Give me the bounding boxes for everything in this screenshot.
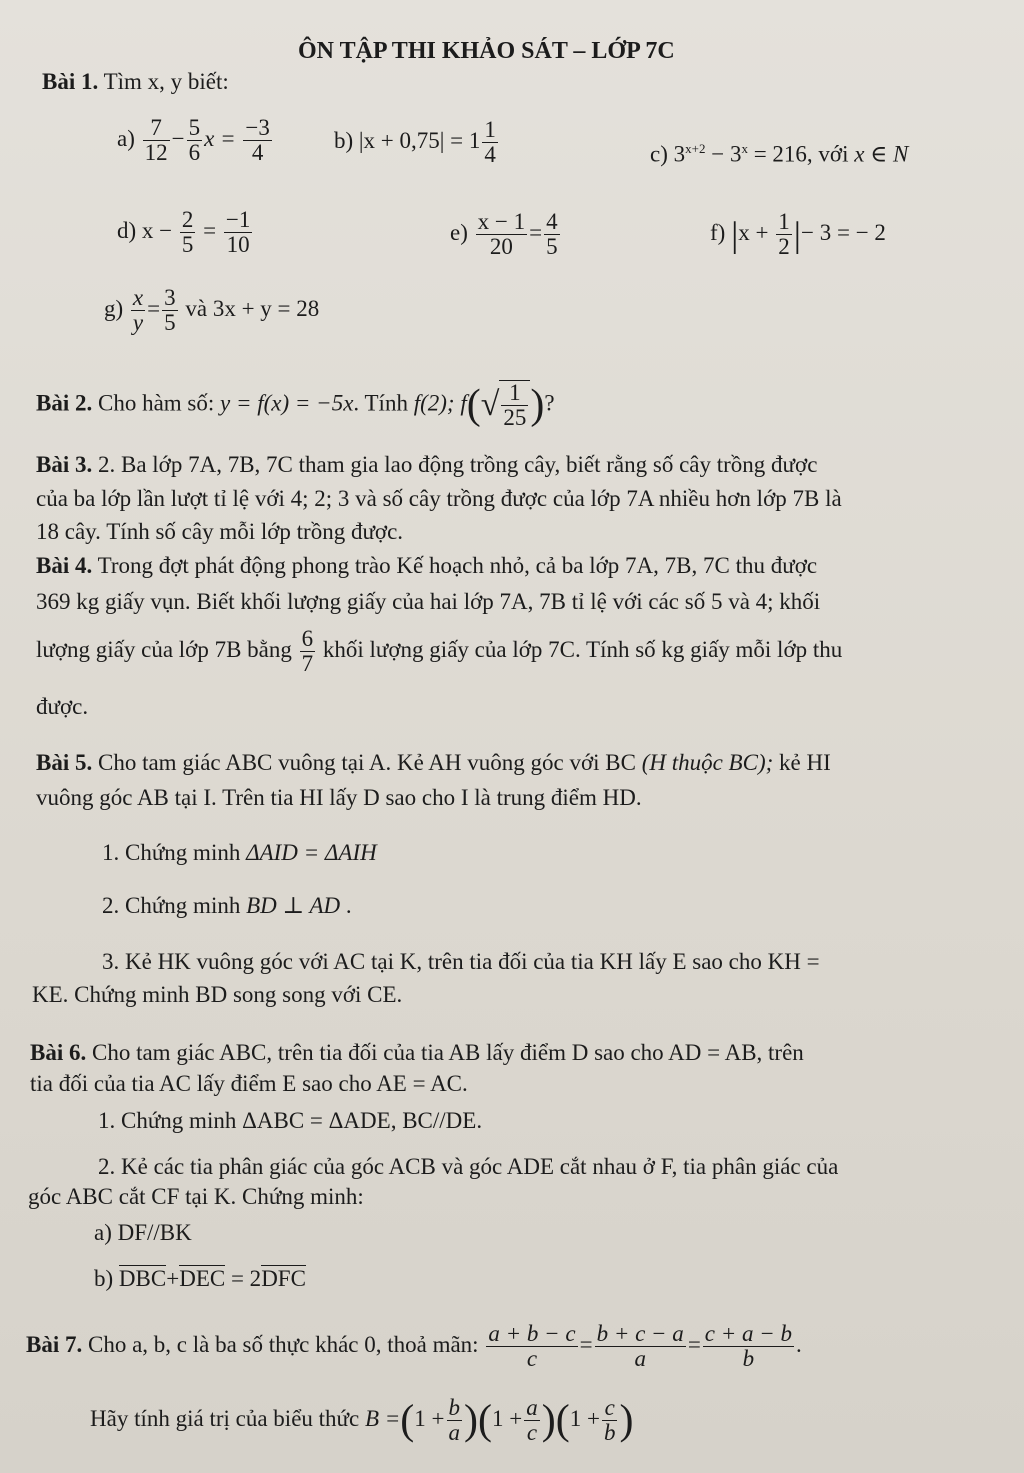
fraction: $\frac{2}{5}$ bbox=[181, 207, 194, 257]
exercise-6-part-2-line-2: góc ABC cắt CF tại K. Chứng minh: bbox=[28, 1184, 364, 1209]
exercise-1d: d) x − $\frac{2}{5}$ = $\frac{-1}{10}$ bbox=[117, 207, 251, 257]
exercise-6-part-1: 1. Chứng minh ΔABC = ΔADE, BC//DE. bbox=[98, 1108, 483, 1133]
exercise-label: Bài 7. bbox=[26, 1331, 83, 1357]
fraction: $\frac{6}{7}$ bbox=[301, 626, 314, 676]
fraction: $\frac{x - 1}{20}$ bbox=[477, 209, 526, 259]
exercise-4-line-2: 369 kg giấy vụn. Biết khối lượng giấy của hai lớp 7A, 7B tỉ lệ với các số 5 và 4; khối bbox=[36, 589, 821, 614]
fraction: $\frac{1}{2}$ bbox=[778, 209, 790, 259]
exercise-2: Bài 2. Cho hàm số: y = f(x) = −5x. Tính f(2); f(√ $\frac{1}{25}$ )? bbox=[36, 380, 555, 430]
exercise-1b: b) |x + 0,75| = 1 $\frac{1}{4}$ bbox=[334, 117, 496, 167]
fraction: $\frac{-3}{4}$ bbox=[245, 115, 270, 165]
exercise-1-heading bbox=[42, 67, 229, 97]
exercise-4-line-1: Bài 4. Trong đợt phát động phong trào Kế hoạch nhỏ, cả ba lớp 7A, 7B, 7C thu được bbox=[36, 553, 818, 578]
exercise-label: Bài 1. bbox=[42, 69, 99, 94]
fraction: $\frac{-1}{10}$ bbox=[225, 207, 251, 257]
exercise-label: Bài 4. bbox=[36, 553, 93, 578]
exercise-5-part-1: 1. Chứng minh ΔAID = ΔAIH bbox=[102, 840, 377, 865]
fraction: $\frac{b + c - a}{a}$ bbox=[596, 1321, 684, 1371]
exercise-3-line-3: 18 cây. Tính số cây mỗi lớp trồng được. bbox=[36, 519, 404, 544]
fraction: $\frac{5}{6}$ bbox=[188, 115, 201, 165]
exercise-5-part-3-line-1: 3. Kẻ HK vuông góc với AC tại K, trên tia đối của tia KH lấy E sao cho KH = bbox=[102, 949, 820, 974]
exercise-3-line-2: của ba lớp lần lượt tỉ lệ với 4; 2; 3 và số cây trồng được của lớp 7A nhiều hơn lớp 7B là bbox=[36, 486, 842, 511]
page-title: ÔN TẬP THI KHẢO SÁT – LỚP 7C bbox=[298, 38, 675, 64]
exercise-6-part-a: a) DF//BK bbox=[94, 1220, 192, 1245]
item-label: a) bbox=[117, 125, 135, 151]
exercise-6-part-b: b) DBC+DEC = 2DFC bbox=[94, 1266, 306, 1291]
exercise-7-line-1: Bài 7. Cho a, b, c là ba số thực khác 0, thoả mãn: $\frac{a + b - c}{c}$ = $\frac{b + c - a}{a}$ = $\frac{c + a - b}{b}$ . bbox=[26, 1321, 802, 1371]
exercise-1f: f) |x + $\frac{1}{2}$ |− 3 = − 2 bbox=[710, 209, 886, 259]
item-label: f) bbox=[710, 219, 726, 245]
angle-overline: DEC bbox=[179, 1266, 226, 1291]
exercise-6-line-1: Bài 6. Cho tam giác ABC, trên tia đối của tia AB lấy điểm D sao cho AD = AB, trên bbox=[30, 1040, 804, 1065]
angle-overline: DBC bbox=[118, 1266, 167, 1291]
exercise-5-line-1: Bài 5. Cho tam giác ABC vuông tại A. Kẻ AH vuông góc với BC (H thuộc BC); kẻ HI bbox=[36, 750, 831, 775]
exercise-7-line-2: Hãy tính giá trị của biểu thức B =(1 + $\frac{b}{a}$ )(1 + $\frac{a}{c}$ )(1 + $\frac{c}{b}$ ) bbox=[90, 1395, 634, 1445]
exercise-label: Bài 5. bbox=[36, 750, 93, 775]
exercise-5-part-2: 2. Chứng minh BD ⊥ AD . bbox=[102, 893, 352, 918]
fraction: $\frac{a}{c}$ bbox=[526, 1395, 538, 1445]
item-label: d) bbox=[117, 217, 137, 243]
item-label: b) bbox=[334, 127, 354, 153]
exercise-1c: c) $3^{x+2} - 3^x = 216$, với x ∈ N bbox=[650, 141, 909, 167]
item-label: c) bbox=[650, 141, 668, 167]
fraction: $\frac{7}{12}$ bbox=[144, 115, 168, 165]
exercise-5-part-3-line-2: KE. Chứng minh BD song song với CE. bbox=[32, 982, 403, 1007]
item-label: g) bbox=[104, 295, 124, 321]
exercise-1g: g) $\frac{x}{y}$ = $\frac{3}{5}$ và 3x + y = 28 bbox=[104, 285, 320, 335]
exercise-6-part-2-line-1: 2. Kẻ các tia phân giác của góc ACB và góc ADE cắt nhau ở F, tia phân giác của bbox=[98, 1154, 839, 1179]
item-label: e) bbox=[450, 219, 468, 245]
fraction: $\frac{c}{b}$ bbox=[603, 1395, 616, 1445]
fraction: $\frac{1}{4}$ bbox=[484, 117, 496, 167]
exercise-label: Bài 3. bbox=[36, 452, 93, 477]
fraction: $\frac{4}{5}$ bbox=[546, 209, 558, 259]
exercise-1a: a) $\frac{7}{12}$ − $\frac{5}{6}$ x = $\frac{-3}{4}$ bbox=[117, 115, 270, 165]
fraction: $\frac{c + a - b}{b}$ bbox=[704, 1321, 793, 1371]
exercise-label: Bài 6. bbox=[30, 1040, 87, 1065]
exercise-1e: e) $\frac{x - 1}{20}$ = $\frac{4}{5}$ bbox=[450, 209, 558, 259]
exercise-6-line-2: tia đối của tia AC lấy điểm E sao cho AE = AC. bbox=[30, 1071, 468, 1096]
fraction: $\frac{x}{y}$ bbox=[132, 285, 144, 335]
fraction: $\frac{a + b - c}{c}$ bbox=[488, 1321, 576, 1371]
exercise-text: Tìm x, y biết: bbox=[103, 69, 229, 94]
exercise-4-line-3: lượng giấy của lớp 7B bằng $\frac{6}{7}$ khối lượng giấy của lớp 7C. Tính số kg giấy mỗi lớp thu bbox=[36, 626, 843, 676]
exercise-3-line-1: Bài 3. 2. Ba lớp 7A, 7B, 7C tham gia lao động trồng cây, biết rằng số cây trồng được bbox=[36, 452, 818, 477]
exercise-5-line-2: vuông góc AB tại I. Trên tia HI lấy D sao cho I là trung điểm HD. bbox=[36, 785, 642, 810]
fraction: $\frac{3}{5}$ bbox=[164, 285, 176, 335]
exercise-4-line-4: được. bbox=[36, 694, 89, 719]
angle-overline: DFC bbox=[261, 1266, 306, 1291]
fraction: $\frac{1}{25}$ bbox=[503, 380, 527, 430]
fraction: $\frac{b}{a}$ bbox=[448, 1395, 461, 1445]
exercise-label: Bài 2. bbox=[36, 390, 93, 416]
